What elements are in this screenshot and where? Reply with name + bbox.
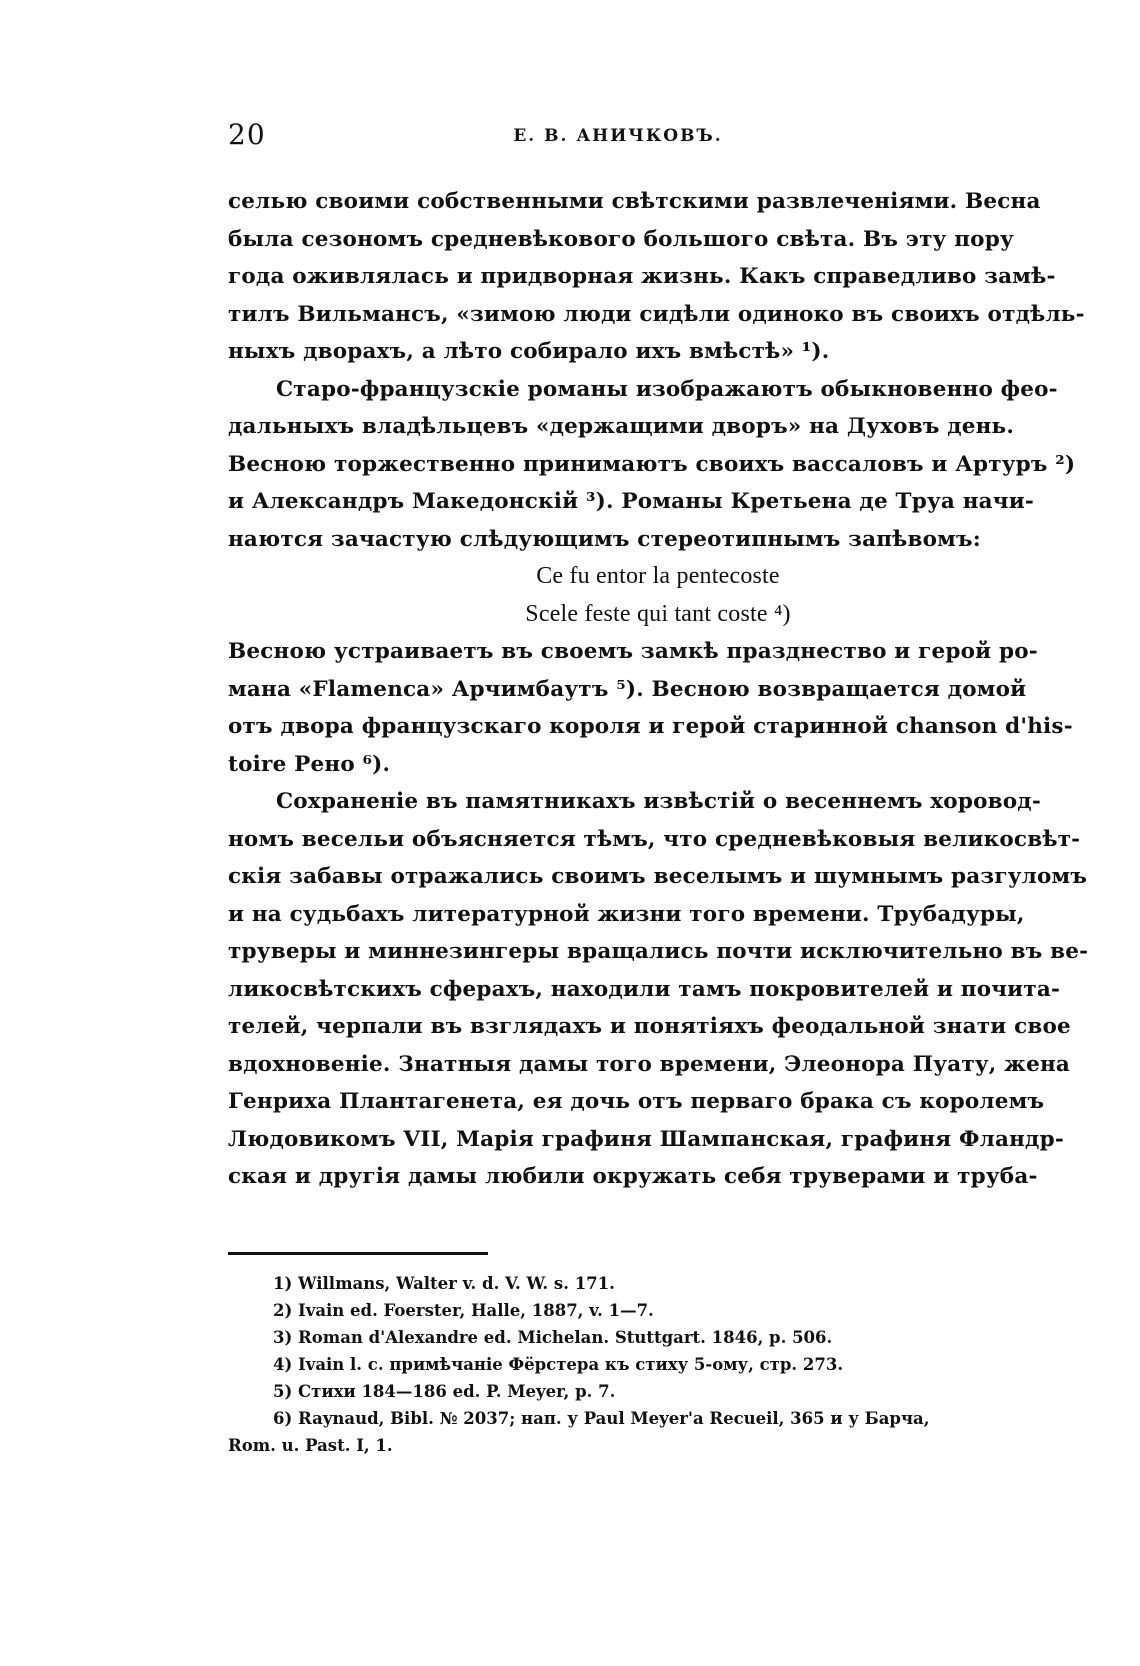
text-line: была сезономъ средневѣкового большого свѣта. Въ эту пору <box>228 226 1014 252</box>
text-line: Людовикомъ VII, Марія графиня Шампанская, графиня Фландр- <box>228 1126 1064 1152</box>
text-line: Старо-французскіе романы изображаютъ обыкновенно фео- <box>276 376 1058 402</box>
text-line: ликосвѣтскихъ сферахъ, находили тамъ покровителей и почита- <box>228 976 1061 1002</box>
text-line: мана «Flamenca» Арчимбаутъ ⁵). Весною возвращается домой <box>228 676 1027 702</box>
verse-line: Scele feste qui tant coste ⁴) <box>525 600 791 627</box>
body-text <box>228 183 1089 1196</box>
text-line: Весною устраиваетъ въ своемъ замкѣ празднество и герой ро- <box>228 639 1038 664</box>
footnote-divider <box>228 1252 488 1255</box>
text-line: тилъ Вильмансъ, «зимою люди сидѣли одиноко въ своихъ отдѣль- <box>228 301 1085 327</box>
text-line: ныхъ дворахъ, а лѣто собирало ихъ вмѣстѣ» ¹). <box>228 339 830 364</box>
text-line: селью своими собственными свѣтскими развлеченіями. Весна <box>228 189 1041 214</box>
text-line: вдохновеніе. Знатныя дамы того времени, Элеонора Пуату, жена <box>228 1051 1071 1077</box>
footnote: 6) Raynaud, Bibl. № 2037; нап. у Paul Meyer'a Recueil, 365 и у Барча, <box>273 1409 930 1428</box>
text-line: года оживлялась и придворная жизнь. Какъ справедливо замѣ- <box>228 264 1056 289</box>
text-line: toire Рено ⁶). <box>228 751 391 777</box>
text-line: и Александръ Македонскій ³). Романы Кретьена де Труа начи- <box>228 489 1035 514</box>
footnotes <box>228 1270 1008 1459</box>
footnote: 4) Ivain l. c. примѣчаніе Фёрстера къ стиху 5-ому, стр. 273. <box>273 1355 844 1374</box>
page-header <box>228 118 1008 158</box>
text-line: Весною торжественно принимаютъ своихъ вассаловъ и Артуръ ²) <box>228 451 1076 477</box>
footnote: 5) Стихи 184—186 ed. P. Meyer, p. 7. <box>273 1382 616 1401</box>
text-line: и на судьбахъ литературной жизни того времени. Трубадуры, <box>228 901 1025 927</box>
text-line: отъ двора французскаго короля и герой старинной chanson d'his- <box>228 714 1073 739</box>
text-line: наются зачастую слѣдующимъ стереотипнымъ запѣвомъ: <box>228 526 981 552</box>
text-line: скія забавы отражались своимъ веселымъ и шумнымъ разгуломъ <box>228 864 1088 889</box>
text-line: труверы и миннезингеры вращались почти исключительно въ ве- <box>228 939 1089 964</box>
text-line: Сохраненіе въ памятникахъ извѣстій о весеннемъ хоровод- <box>276 789 1041 814</box>
text-line: телей, черпали въ взглядахъ и понятіяхъ феодальной знати свое <box>228 1014 1071 1039</box>
text-line: ская и другія дамы любили окружать себя труверами и труба- <box>228 1164 1038 1189</box>
footnote: 2) Ivain ed. Foerster, Halle, 1887, v. 1—7. <box>273 1301 654 1320</box>
footnote: 3) Roman d'Alexandre ed. Michelan. Stuttgart. 1846, p. 506. <box>273 1328 833 1347</box>
page-number: 20 <box>228 118 266 151</box>
footnote-continuation: Rom. u. Past. I, 1. <box>228 1436 393 1455</box>
text-line: Генриха Плантагенета, ея дочь отъ перваго брака съ королемъ <box>228 1089 1045 1114</box>
running-head: Е. В. АНИЧКОВЪ. <box>513 126 723 146</box>
footnote: 1) Willmans, Walter v. d. V. W. s. 171. <box>273 1274 615 1293</box>
text-line: дальныхъ владѣльцевъ «держащими дворъ» на Духовъ день. <box>228 414 1015 439</box>
text-line: номъ весельи объясняется тѣмъ, что средневѣковыя великосвѣт- <box>228 826 1081 852</box>
verse-line: Ce fu entor la pentecoste <box>536 563 780 589</box>
